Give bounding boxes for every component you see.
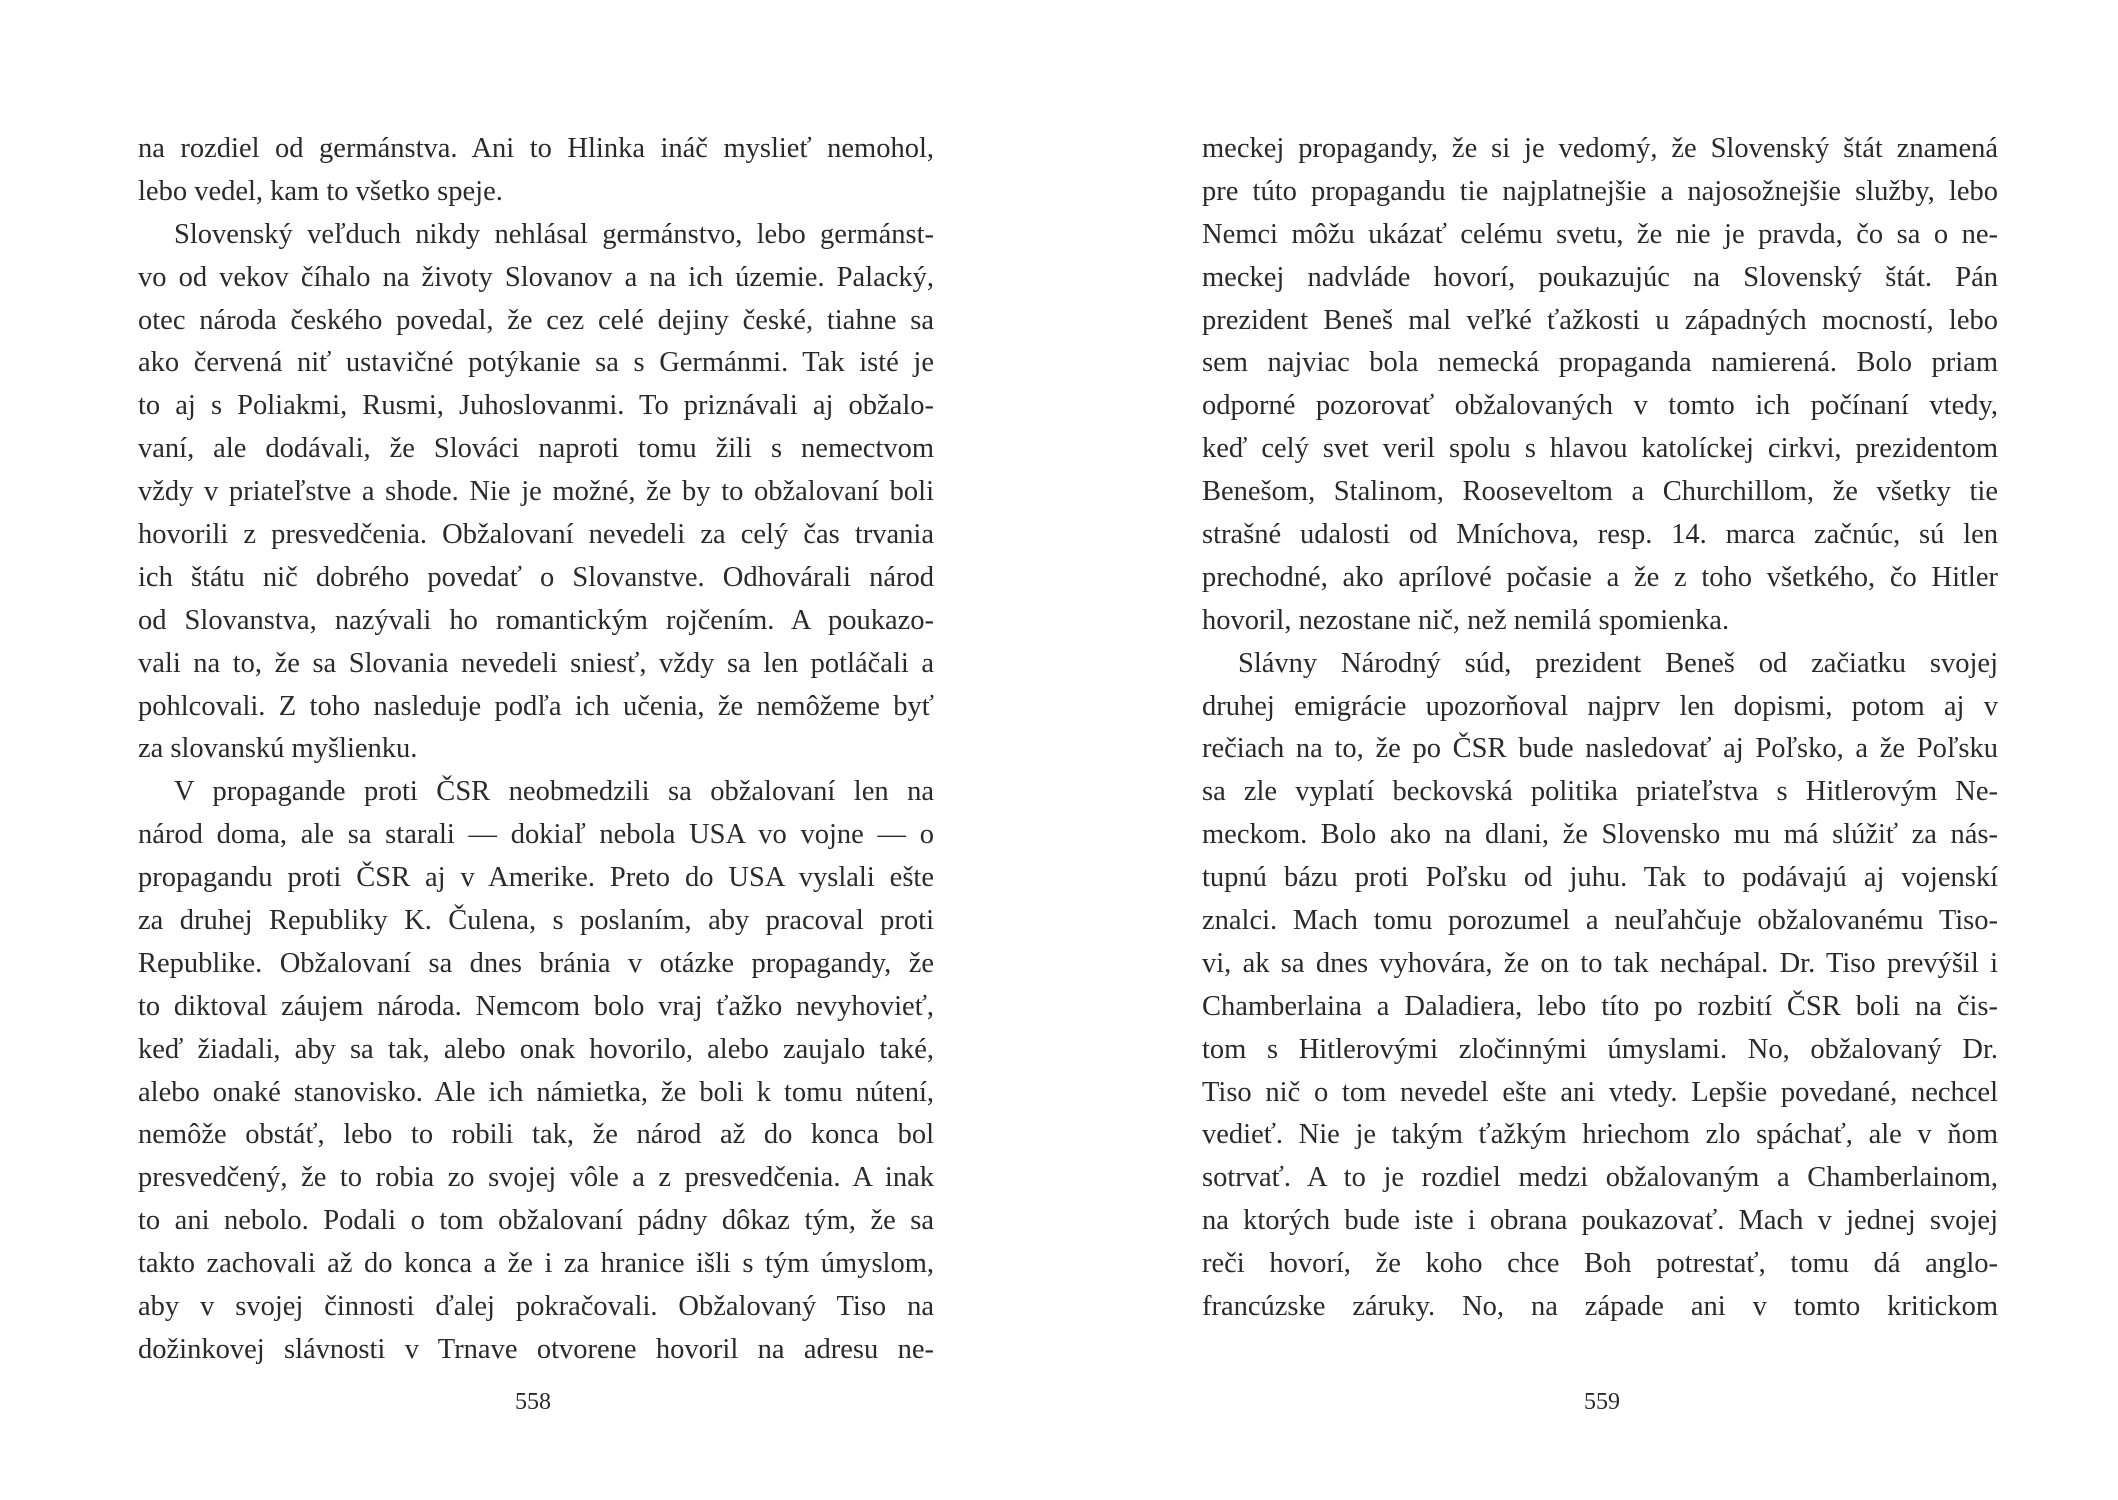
text-line: odporné pozorovať obžalovaných v tomto ich počínaní vtedy,: [1202, 390, 1998, 422]
text-line: otec národa českého povedal, že cez celé dejiny české, tiahne sa: [138, 304, 934, 336]
text-line: vi, ak sa dnes vyhovára, že on to tak nechápal. Dr. Tiso prevýšil i: [1202, 947, 1998, 979]
text-line: tom s Hitlerovými zločinnými úmyslami. No, obžalovaný Dr.: [1202, 1033, 1998, 1065]
text-line: hovorili z presvedčenia. Obžalovaní nevedeli za celý čas trvania: [138, 519, 934, 551]
text-line: znalci. Mach tomu porozumel a neuľahčuje obžalovanému Tiso-: [1202, 905, 1998, 937]
right-page-text: [1202, 128, 1998, 1329]
text-line: vo od vekov číhalo na životy Slovanov a na ich územie. Palacký,: [138, 261, 934, 293]
text-line: vali na to, že sa Slovania nevedeli sniesť, vždy sa len potláčali a: [138, 647, 934, 679]
text-line: presvedčený, že to robia zo svojej vôle a z presvedčenia. A inak: [138, 1162, 934, 1194]
text-line: pohlcovali. Z toho nasleduje podľa ich učenia, že nemôžeme byť: [138, 690, 934, 722]
text-line: ich štátu nič dobrého povedať o Slovanstve. Odhovárali národ: [138, 561, 934, 593]
text-line: Chamberlaina a Daladiera, lebo títo po rozbití ČSR boli na čis-: [1202, 990, 1998, 1022]
text-line: aby v svojej činnosti ďalej pokračovali. Obžalovaný Tiso na: [138, 1291, 934, 1323]
page-number: 559: [1584, 1389, 1620, 1415]
text-line: sotrvať. A to je rozdiel medzi obžalovaným a Chamberlainom,: [1202, 1162, 1998, 1194]
text-line: nemôže obstáť, lebo to robili tak, že národ až do konca bol: [138, 1119, 934, 1151]
text-line: propagandu proti ČSR aj v Amerike. Preto do USA vyslali ešte: [138, 862, 934, 894]
paragraph-end-line: hovoril, nezostane nič, než nemilá spomienka.: [1202, 604, 1730, 636]
text-line: to aj s Poliakmi, Rusmi, Juhoslovanmi. To priznávali aj obžalo-: [138, 390, 934, 422]
left-page-text: [138, 128, 934, 1372]
text-line: Nemci môžu ukázať celému svetu, že nie je pravda, čo sa o ne-: [1202, 218, 1998, 250]
text-line: dožinkovej slávnosti v Trnave otvorene hovoril na adresu ne-: [138, 1333, 934, 1365]
text-line: prechodné, ako aprílové počasie a že z toho všetkého, čo Hitler: [1202, 561, 1998, 593]
text-line: prezident Beneš mal veľké ťažkosti u západných mocností, lebo: [1202, 304, 1998, 336]
text-line: na ktorých bude iste i obrana poukazovať. Mach v jednej svojej: [1202, 1205, 1998, 1237]
text-line: Benešom, Stalinom, Rooseveltom a Churchillom, že všetky tie: [1202, 476, 1998, 508]
text-line: keď celý svet veril spolu s hlavou katolíckej cirkvi, prezidentom: [1202, 433, 1998, 465]
text-line: strašné udalosti od Mníchova, resp. 14. marca začnúc, sú len: [1202, 519, 1998, 551]
right-page: [1059, 0, 2118, 1500]
text-line: vedieť. Nie je takým ťažkým hriechom zlo spáchať, ale v ňom: [1202, 1119, 1998, 1151]
text-line: od Slovanstva, nazývali ho romantickým rojčením. A poukazo-: [138, 604, 934, 636]
text-line: keď žiadali, aby sa tak, alebo onak hovorilo, alebo zaujalo také,: [138, 1033, 934, 1065]
text-line: vždy v priateľstve a shode. Nie je možné, že by to obžalovaní boli: [138, 476, 934, 508]
text-line: na rozdiel od germánstva. Ani to Hlinka ináč myslieť nemohol,: [138, 133, 934, 164]
text-line: meckej propagandy, že si je vedomý, že Slovenský štát znamená: [1202, 133, 1998, 164]
paragraph-start-line: V propagande proti ČSR neobmedzili sa obžalovaní len na: [174, 776, 934, 808]
text-line: meckej nadvláde hovorí, poukazujúc na Slovenský štát. Pán: [1202, 261, 1998, 293]
text-line: tupnú bázu proti Poľsku od juhu. Tak to podávajú aj vojenskí: [1202, 862, 1998, 894]
paragraph-start-line: Slovenský veľduch nikdy nehlásal germánstvo, lebo germánst-: [174, 218, 934, 250]
text-line: za druhej Republiky K. Čulena, s poslaním, aby pracoval proti: [138, 905, 934, 937]
text-line: meckom. Bolo ako na dlani, že Slovensko mu má slúžiť za nás-: [1202, 819, 1998, 851]
text-line: francúzske záruky. No, na západe ani v tomto kritickom: [1202, 1291, 1998, 1323]
text-line: to ani nebolo. Podali o tom obžalovaní pádny dôkaz tým, že sa: [138, 1205, 934, 1237]
text-line: Republike. Obžalovaní sa dnes bránia v otázke propagandy, že: [138, 947, 934, 979]
paragraph-end-line: za slovanskú myšlienku.: [138, 733, 418, 765]
text-line: pre túto propagandu tie najplatnejšie a najosožnejšie služby, lebo: [1202, 175, 1998, 207]
text-line: sa zle vyplatí beckovská politika priateľstva s Hitlerovým Ne-: [1202, 776, 1998, 808]
paragraph-end-line: lebo vedel, kam to všetko speje.: [138, 175, 503, 207]
text-line: vaní, ale dodávali, že Slováci naproti tomu žili s nemectvom: [138, 433, 934, 465]
text-line: druhej emigrácie upozorňoval najprv len dopismi, potom aj v: [1202, 690, 1998, 722]
text-line: Tiso nič o tom nevedel ešte ani vtedy. Lepšie povedané, nechcel: [1202, 1076, 1998, 1108]
text-line: národ doma, ale sa starali — dokiaľ nebola USA vo vojne — o: [138, 819, 934, 851]
text-line: reči hovorí, že koho chce Boh potrestať, tomu dá anglo-: [1202, 1248, 1998, 1280]
page-number: 558: [515, 1389, 551, 1415]
text-line: to diktoval záujem národa. Nemcom bolo vraj ťažko nevyhovieť,: [138, 990, 934, 1022]
paragraph-start-line: Slávny Národný súd, prezident Beneš od začiatku svojej: [1238, 647, 1998, 679]
text-line: takto zachovali až do konca a že i za hranice išli s tým úmyslom,: [138, 1248, 934, 1280]
text-line: ako červená niť ustavičné potýkanie sa s Germánmi. Tak isté je: [138, 347, 934, 379]
text-line: rečiach na to, že po ČSR bude nasledovať aj Poľsko, a že Poľsku: [1202, 733, 1998, 765]
text-line: alebo onaké stanovisko. Ale ich námietka, že boli k tomu nútení,: [138, 1076, 934, 1108]
text-line: sem najviac bola nemecká propaganda namierená. Bolo priam: [1202, 347, 1998, 379]
